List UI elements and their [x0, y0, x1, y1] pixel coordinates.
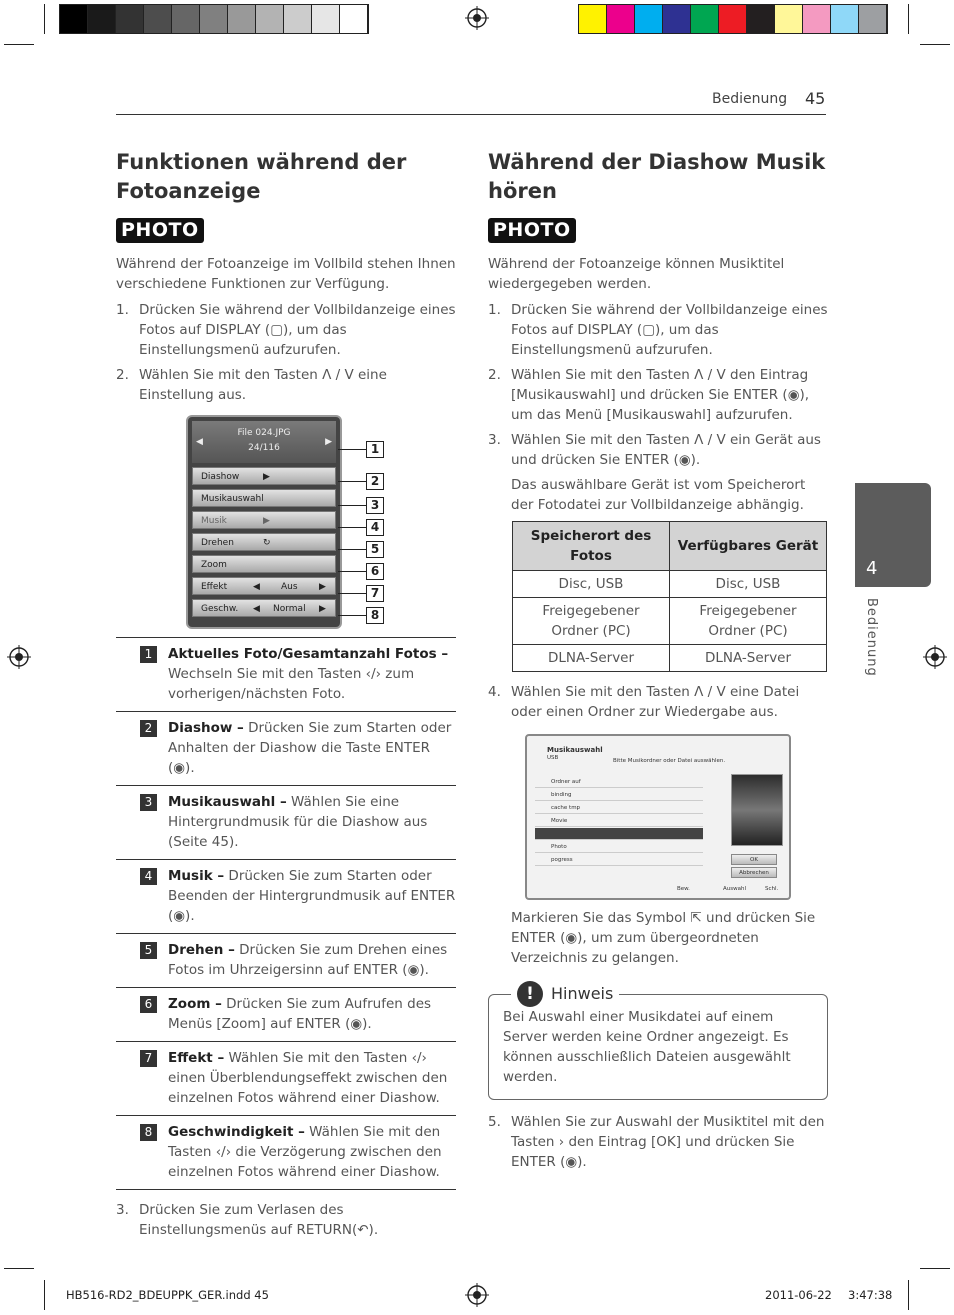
chapter-label: Bedienung [864, 598, 879, 677]
color-swatch [691, 5, 719, 33]
color-swatch [228, 5, 256, 33]
crop-mark [4, 1268, 34, 1269]
after-screenshot-text: Markieren Sie das Symbol ⇱ und drücken Sie ENTER (◉), um zum übergeordneten Verzeichnis zu gelangen. [511, 910, 816, 966]
right-steps-5 [488, 1112, 828, 1172]
music-list-item: Movie [535, 815, 703, 827]
right-steps-4 [488, 682, 828, 722]
osd-count: 24/116 [248, 443, 280, 453]
color-swatch [284, 5, 312, 33]
callout-line [338, 593, 366, 594]
music-list-item: binding [535, 789, 703, 801]
device-table [512, 521, 827, 672]
callout-8: 8 [366, 607, 384, 624]
table-header: Speicherort des Fotos [513, 522, 670, 571]
callout-6: 6 [366, 563, 384, 580]
registration-mark-icon [923, 645, 947, 669]
music-screen-sub: USB [547, 755, 559, 761]
cancel-button: Abbrechen [731, 867, 777, 878]
music-select-screenshot [525, 734, 791, 900]
definition-item: 8 Geschwindigkeit – Wählen Sie mit den Tasten ‹/› die Verzögerung zwischen den einzelnen Fotos während einer Diashow. [116, 1116, 456, 1190]
callout-7: 7 [366, 585, 384, 602]
step-item: 2. Wählen Sie mit den Tasten Λ / V eine Einstellung aus. [116, 367, 387, 403]
color-swatch [60, 5, 88, 33]
color-swatch [144, 5, 172, 33]
callout-line [338, 449, 366, 450]
color-swatch [579, 5, 607, 33]
definition-item: 4 Musik – Drücken Sie zum Starten oder Beenden der Hintergrundmusik auf ENTER (◉). [116, 860, 456, 934]
callout-4: 4 [366, 519, 384, 536]
header-section: Bedienung [712, 91, 788, 107]
color-swatch [312, 5, 340, 33]
registration-mark-icon [465, 6, 489, 30]
music-screen-hint: Schl. [765, 886, 779, 892]
color-swatch [663, 5, 691, 33]
callout-5: 5 [366, 541, 384, 558]
note-text: Bei Auswahl einer Musikdatei auf einem Server werden keine Ordner angezeigt. Es können ausschließlich Dateien ausgewählt werden. [503, 1009, 791, 1085]
color-swatch [172, 5, 200, 33]
osd-item-effekt: Effekt ◀ Aus ▶ [192, 577, 336, 595]
left-intro: Während der Fotoanzeige im Vollbild stehen Ihnen verschiedene Funktionen zur Verfügung. [116, 256, 456, 292]
callout-1: 1 [366, 441, 384, 458]
note-header [511, 981, 619, 1007]
music-list-item-selected [535, 828, 703, 840]
callout-line [338, 615, 366, 616]
color-swatch [116, 5, 144, 33]
callout-2: 2 [366, 473, 384, 490]
right-steps [488, 300, 828, 515]
music-list-item: Ordner auf [535, 776, 703, 788]
music-screen-prompt: Bitte Musikordner oder Datei auswählen. [613, 758, 726, 764]
callout-line [338, 505, 366, 506]
color-swatch [607, 5, 635, 33]
registration-mark-icon [7, 645, 31, 669]
callout-line [338, 571, 366, 572]
color-bar [578, 4, 888, 34]
music-screen-hint: Auswahl [723, 886, 746, 892]
table-row: Disc, USB Disc, USB [513, 571, 827, 598]
music-list-item: pogress [535, 854, 703, 866]
osd-item-musikauswahl: Musikauswahl [192, 489, 336, 507]
table-row: DLNA-Server DLNA-Server [513, 645, 827, 672]
osd-item-zoom: Zoom [192, 555, 336, 573]
registration-mark-icon [465, 1283, 489, 1307]
music-list-item: cache tmp [535, 802, 703, 814]
step-item: 3. Wählen Sie mit den Tasten Λ / V ein Gerät aus und drücken Sie ENTER (◉). Das auswählbare Gerät ist vom Speicherort der Fotodatei zur Vollbildanzeige abhängig. [488, 430, 828, 515]
music-screen-title: Musikauswahl [547, 746, 603, 754]
left-column [116, 148, 456, 1245]
crop-mark [908, 4, 909, 34]
step-item: 3. Drücken Sie zum Verlasen des Einstellungsmenüs auf RETURN(↶). [116, 1202, 379, 1238]
photo-settings-screenshot [186, 415, 342, 629]
photo-thumbnail [731, 774, 783, 846]
definition-list [116, 637, 456, 1190]
step-item: 2. Wählen Sie mit den Tasten Λ / V den Eintrag [Musikauswahl] und drücken Sie ENTER (◉), um das Menü [Musikauswahl] aufzurufen. [488, 367, 810, 423]
step-item: 5. Wählen Sie zur Auswahl der Musiktitel mit den Tasten › den Eintrag [OK] und drücken Sie ENTER (◉). [488, 1114, 825, 1170]
crop-mark [908, 1280, 909, 1310]
note-box [488, 984, 828, 1100]
definition-item: 7 Effekt – Wählen Sie mit den Tasten ‹/› einen Überblendungseffekt zwischen den einzelnen Fotos während einer Diashow. [116, 1042, 456, 1116]
osd-filename: File 024.JPG [237, 428, 291, 438]
color-swatch [719, 5, 747, 33]
crop-mark [920, 44, 950, 45]
right-title: Während der Diashow Musik hören [488, 150, 826, 203]
color-swatch [859, 5, 887, 33]
color-swatch [775, 5, 803, 33]
music-screen-hint: Bew. [677, 886, 690, 892]
exclamation-icon: ! [517, 981, 543, 1007]
color-swatch [88, 5, 116, 33]
osd-item-diashow: Diashow ▶ [192, 467, 336, 485]
crop-mark [44, 1280, 45, 1310]
note-title: Hinweis [551, 984, 614, 1003]
definition-item: 6 Zoom – Drücken Sie zum Aufrufen des Menüs [Zoom] auf ENTER (◉). [116, 988, 456, 1042]
osd-item-drehen: Drehen ↻ [192, 533, 336, 551]
definition-item: 2 Diashow – Drücken Sie zum Starten oder Anhalten der Diashow die Taste ENTER (◉). [116, 712, 456, 786]
crop-mark [44, 4, 45, 34]
definition-item: 5 Drehen – Drücken Sie zum Drehen eines Fotos im Uhrzeigersinn auf ENTER (◉). [116, 934, 456, 988]
footer-time: 3:47:38 [848, 1288, 893, 1302]
step-item: 4. Wählen Sie mit den Tasten Λ / V eine Datei oder einen Ordner zur Wiedergabe aus. [488, 684, 800, 720]
ok-button: OK [731, 854, 777, 865]
color-swatch [340, 5, 368, 33]
left-steps-end [116, 1200, 456, 1240]
photo-badge: PHOTO [488, 218, 576, 243]
crop-mark [920, 1268, 950, 1269]
photo-badge: PHOTO [116, 218, 204, 243]
osd-item-speed: Geschw. ◀ Normal ▶ [192, 599, 336, 617]
color-swatch [747, 5, 775, 33]
left-steps [116, 300, 456, 405]
callout-line [338, 527, 366, 528]
chapter-number: 4 [866, 558, 878, 579]
right-intro: Während der Fotoanzeige können Musiktitel wiedergegeben werden. [488, 256, 785, 292]
color-swatch [803, 5, 831, 33]
table-header: Verfügbares Gerät [670, 522, 827, 571]
callout-line [338, 549, 366, 550]
footer-date: 2011-06-22 [765, 1288, 832, 1302]
header-rule [116, 114, 826, 115]
table-row: Freigegebener Ordner (PC) Freigegebener Ordner (PC) [513, 598, 827, 645]
callout-3: 3 [366, 497, 384, 514]
definition-item: 3 Musikauswahl – Wählen Sie eine Hintergrundmusik für die Diashow aus (Seite 45). [116, 786, 456, 860]
step-note: Das auswählbare Gerät ist vom Speicherort der Fotodatei zur Vollbildanzeige abhängig. [511, 477, 806, 513]
osd-item-musik: Musik ▶ [192, 511, 336, 529]
callout-line [338, 481, 366, 482]
osd-file-info: ◀ File 024.JPG 24/116 ▶ [192, 421, 336, 463]
crop-mark [4, 44, 34, 45]
grayscale-bar [59, 4, 369, 34]
definition-item: 1 Aktuelles Foto/Gesamtanzahl Fotos – Wechseln Sie mit den Tasten ‹/› zum vorherigen/nächsten Foto. [116, 638, 456, 712]
right-column [488, 148, 828, 1177]
page-number: 45 [805, 89, 826, 108]
color-swatch [200, 5, 228, 33]
color-swatch [256, 5, 284, 33]
footer-file: HB516-RD2_BDEUPPK_GER.indd 45 [66, 1288, 269, 1302]
music-list-item: Photo [535, 841, 703, 853]
step-item: 1. Drücken Sie während der Vollbildanzeige eines Fotos auf DISPLAY (▢), um das Einstellungsmenü aufzurufen. [116, 302, 456, 358]
left-title: Funktionen während der Fotoanzeige [116, 150, 407, 203]
color-swatch [635, 5, 663, 33]
step-item: 1. Drücken Sie während der Vollbildanzeige eines Fotos auf DISPLAY (▢), um das Einstellungsmenü aufzurufen. [488, 302, 828, 358]
color-swatch [831, 5, 859, 33]
